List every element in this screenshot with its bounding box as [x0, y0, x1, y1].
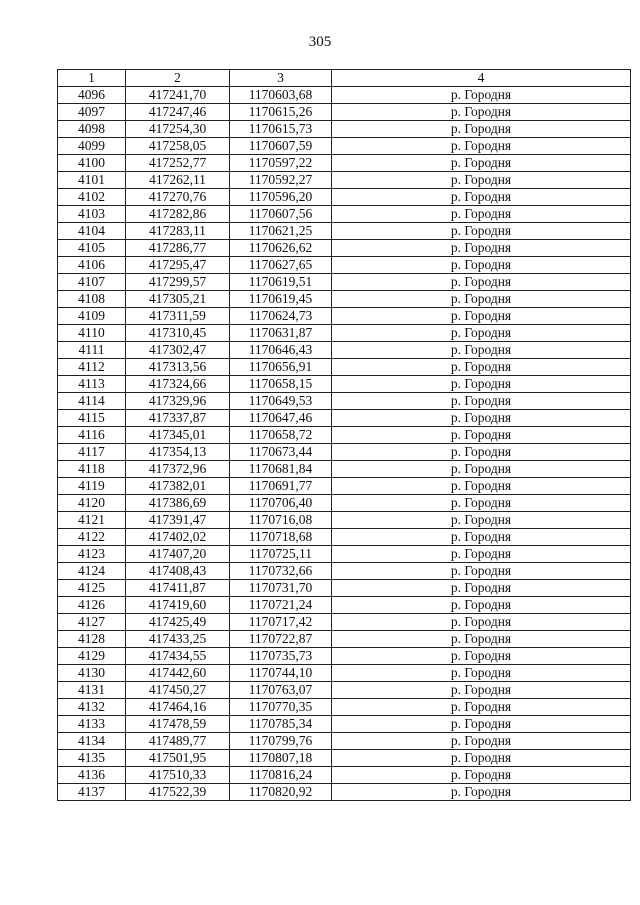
x-coordinate-cell: 417241,70 [126, 87, 230, 104]
description-cell: р. Городня [332, 546, 631, 563]
table-row [58, 699, 631, 716]
y-coordinate-cell: 1170770,35 [230, 699, 332, 716]
y-coordinate-cell: 1170592,27 [230, 172, 332, 189]
point-number-cell: 4103 [58, 206, 126, 223]
point-number-cell: 4137 [58, 784, 126, 801]
table-row [58, 189, 631, 206]
x-coordinate-cell: 417310,45 [126, 325, 230, 342]
table-row [58, 223, 631, 240]
x-coordinate-cell: 417258,05 [126, 138, 230, 155]
y-coordinate-cell: 1170722,87 [230, 631, 332, 648]
point-number-cell: 4113 [58, 376, 126, 393]
y-coordinate-cell: 1170820,92 [230, 784, 332, 801]
table-row [58, 240, 631, 257]
table-row [58, 716, 631, 733]
description-cell: р. Городня [332, 614, 631, 631]
point-number-cell: 4124 [58, 563, 126, 580]
y-coordinate-cell: 1170619,45 [230, 291, 332, 308]
x-coordinate-cell: 417295,47 [126, 257, 230, 274]
point-number-cell: 4127 [58, 614, 126, 631]
point-number-cell: 4120 [58, 495, 126, 512]
y-coordinate-cell: 1170647,46 [230, 410, 332, 427]
table-row [58, 325, 631, 342]
point-number-cell: 4104 [58, 223, 126, 240]
description-cell: р. Городня [332, 138, 631, 155]
x-coordinate-cell: 417247,46 [126, 104, 230, 121]
description-cell: р. Городня [332, 784, 631, 801]
point-number-cell: 4135 [58, 750, 126, 767]
description-cell: р. Городня [332, 580, 631, 597]
table-row [58, 461, 631, 478]
x-coordinate-cell: 417442,60 [126, 665, 230, 682]
point-number-cell: 4123 [58, 546, 126, 563]
y-coordinate-cell: 1170631,87 [230, 325, 332, 342]
y-coordinate-cell: 1170607,59 [230, 138, 332, 155]
point-number-cell: 4114 [58, 393, 126, 410]
coordinates-table [57, 69, 631, 801]
point-number-cell: 4119 [58, 478, 126, 495]
y-coordinate-cell: 1170718,68 [230, 529, 332, 546]
description-cell: р. Городня [332, 563, 631, 580]
description-cell: р. Городня [332, 189, 631, 206]
point-number-cell: 4117 [58, 444, 126, 461]
description-cell: р. Городня [332, 716, 631, 733]
x-coordinate-cell: 417510,33 [126, 767, 230, 784]
description-cell: р. Городня [332, 104, 631, 121]
x-coordinate-cell: 417408,43 [126, 563, 230, 580]
description-cell: р. Городня [332, 478, 631, 495]
table-row [58, 767, 631, 784]
table-row [58, 359, 631, 376]
y-coordinate-cell: 1170627,65 [230, 257, 332, 274]
description-cell: р. Городня [332, 257, 631, 274]
y-coordinate-cell: 1170619,51 [230, 274, 332, 291]
point-number-cell: 4134 [58, 733, 126, 750]
x-coordinate-cell: 417345,01 [126, 427, 230, 444]
description-cell: р. Городня [332, 682, 631, 699]
y-coordinate-cell: 1170649,53 [230, 393, 332, 410]
y-coordinate-cell: 1170725,11 [230, 546, 332, 563]
table-row [58, 529, 631, 546]
description-cell: р. Городня [332, 512, 631, 529]
point-number-cell: 4112 [58, 359, 126, 376]
x-coordinate-cell: 417464,16 [126, 699, 230, 716]
point-number-cell: 4096 [58, 87, 126, 104]
x-coordinate-cell: 417324,66 [126, 376, 230, 393]
y-coordinate-cell: 1170596,20 [230, 189, 332, 206]
column-header-2: 2 [126, 70, 230, 87]
point-number-cell: 4122 [58, 529, 126, 546]
point-number-cell: 4121 [58, 512, 126, 529]
description-cell: р. Городня [332, 631, 631, 648]
x-coordinate-cell: 417270,76 [126, 189, 230, 206]
table-row [58, 631, 631, 648]
x-coordinate-cell: 417282,86 [126, 206, 230, 223]
point-number-cell: 4128 [58, 631, 126, 648]
table-row [58, 478, 631, 495]
x-coordinate-cell: 417411,87 [126, 580, 230, 597]
table-header [58, 70, 631, 87]
table-row [58, 291, 631, 308]
point-number-cell: 4116 [58, 427, 126, 444]
description-cell: р. Городня [332, 121, 631, 138]
description-cell: р. Городня [332, 87, 631, 104]
x-coordinate-cell: 417386,69 [126, 495, 230, 512]
table-row [58, 308, 631, 325]
x-coordinate-cell: 417311,59 [126, 308, 230, 325]
point-number-cell: 4109 [58, 308, 126, 325]
x-coordinate-cell: 417434,55 [126, 648, 230, 665]
y-coordinate-cell: 1170626,62 [230, 240, 332, 257]
page-number: 305 [308, 34, 332, 50]
description-cell: р. Городня [332, 699, 631, 716]
y-coordinate-cell: 1170615,73 [230, 121, 332, 138]
x-coordinate-cell: 417313,56 [126, 359, 230, 376]
column-header-1: 1 [58, 70, 126, 87]
point-number-cell: 4130 [58, 665, 126, 682]
y-coordinate-cell: 1170807,18 [230, 750, 332, 767]
description-cell: р. Городня [332, 410, 631, 427]
description-cell: р. Городня [332, 206, 631, 223]
y-coordinate-cell: 1170691,77 [230, 478, 332, 495]
point-number-cell: 4100 [58, 155, 126, 172]
x-coordinate-cell: 417337,87 [126, 410, 230, 427]
table-row [58, 580, 631, 597]
point-number-cell: 4115 [58, 410, 126, 427]
table-row [58, 427, 631, 444]
description-cell: р. Городня [332, 308, 631, 325]
table-row [58, 614, 631, 631]
table-row [58, 597, 631, 614]
y-coordinate-cell: 1170799,76 [230, 733, 332, 750]
description-cell: р. Городня [332, 325, 631, 342]
table-row [58, 257, 631, 274]
y-coordinate-cell: 1170673,44 [230, 444, 332, 461]
point-number-cell: 4118 [58, 461, 126, 478]
y-coordinate-cell: 1170721,24 [230, 597, 332, 614]
x-coordinate-cell: 417407,20 [126, 546, 230, 563]
table-row [58, 750, 631, 767]
description-cell: р. Городня [332, 240, 631, 257]
y-coordinate-cell: 1170607,56 [230, 206, 332, 223]
description-cell: р. Городня [332, 223, 631, 240]
x-coordinate-cell: 417305,21 [126, 291, 230, 308]
point-number-cell: 4097 [58, 104, 126, 121]
table-row [58, 172, 631, 189]
point-number-cell: 4129 [58, 648, 126, 665]
y-coordinate-cell: 1170681,84 [230, 461, 332, 478]
description-cell: р. Городня [332, 342, 631, 359]
description-cell: р. Городня [332, 665, 631, 682]
y-coordinate-cell: 1170615,26 [230, 104, 332, 121]
point-number-cell: 4098 [58, 121, 126, 138]
table-row [58, 87, 631, 104]
description-cell: р. Городня [332, 648, 631, 665]
point-number-cell: 4110 [58, 325, 126, 342]
table-row [58, 410, 631, 427]
description-cell: р. Городня [332, 597, 631, 614]
x-coordinate-cell: 417419,60 [126, 597, 230, 614]
table-row [58, 376, 631, 393]
table-row [58, 274, 631, 291]
column-header-3: 3 [230, 70, 332, 87]
point-number-cell: 4125 [58, 580, 126, 597]
point-number-cell: 4111 [58, 342, 126, 359]
x-coordinate-cell: 417402,02 [126, 529, 230, 546]
y-coordinate-cell: 1170603,68 [230, 87, 332, 104]
point-number-cell: 4107 [58, 274, 126, 291]
y-coordinate-cell: 1170785,34 [230, 716, 332, 733]
column-header-4: 4 [332, 70, 631, 87]
description-cell: р. Городня [332, 767, 631, 784]
x-coordinate-cell: 417299,57 [126, 274, 230, 291]
y-coordinate-cell: 1170624,73 [230, 308, 332, 325]
table-row [58, 495, 631, 512]
table-row [58, 342, 631, 359]
point-number-cell: 4099 [58, 138, 126, 155]
x-coordinate-cell: 417372,96 [126, 461, 230, 478]
x-coordinate-cell: 417283,11 [126, 223, 230, 240]
y-coordinate-cell: 1170658,15 [230, 376, 332, 393]
x-coordinate-cell: 417425,49 [126, 614, 230, 631]
description-cell: р. Городня [332, 359, 631, 376]
x-coordinate-cell: 417252,77 [126, 155, 230, 172]
x-coordinate-cell: 417354,13 [126, 444, 230, 461]
x-coordinate-cell: 417254,30 [126, 121, 230, 138]
description-cell: р. Городня [332, 444, 631, 461]
description-cell: р. Городня [332, 461, 631, 478]
x-coordinate-cell: 417286,77 [126, 240, 230, 257]
x-coordinate-cell: 417450,27 [126, 682, 230, 699]
point-number-cell: 4101 [58, 172, 126, 189]
x-coordinate-cell: 417262,11 [126, 172, 230, 189]
y-coordinate-cell: 1170658,72 [230, 427, 332, 444]
table-row [58, 138, 631, 155]
y-coordinate-cell: 1170744,10 [230, 665, 332, 682]
y-coordinate-cell: 1170646,43 [230, 342, 332, 359]
point-number-cell: 4106 [58, 257, 126, 274]
table-row [58, 563, 631, 580]
y-coordinate-cell: 1170732,66 [230, 563, 332, 580]
point-number-cell: 4105 [58, 240, 126, 257]
description-cell: р. Городня [332, 427, 631, 444]
x-coordinate-cell: 417391,47 [126, 512, 230, 529]
point-number-cell: 4108 [58, 291, 126, 308]
point-number-cell: 4132 [58, 699, 126, 716]
description-cell: р. Городня [332, 529, 631, 546]
y-coordinate-cell: 1170597,22 [230, 155, 332, 172]
table-row [58, 444, 631, 461]
table-row [58, 682, 631, 699]
description-cell: р. Городня [332, 274, 631, 291]
table-row [58, 393, 631, 410]
description-cell: р. Городня [332, 733, 631, 750]
table-body [58, 87, 631, 801]
description-cell: р. Городня [332, 393, 631, 410]
x-coordinate-cell: 417382,01 [126, 478, 230, 495]
point-number-cell: 4133 [58, 716, 126, 733]
y-coordinate-cell: 1170716,08 [230, 512, 332, 529]
point-number-cell: 4136 [58, 767, 126, 784]
y-coordinate-cell: 1170763,07 [230, 682, 332, 699]
y-coordinate-cell: 1170706,40 [230, 495, 332, 512]
table-row [58, 512, 631, 529]
header-row [58, 70, 631, 87]
table-row [58, 155, 631, 172]
y-coordinate-cell: 1170735,73 [230, 648, 332, 665]
point-number-cell: 4131 [58, 682, 126, 699]
table-row [58, 121, 631, 138]
x-coordinate-cell: 417302,47 [126, 342, 230, 359]
table-row [58, 648, 631, 665]
description-cell: р. Городня [332, 291, 631, 308]
point-number-cell: 4126 [58, 597, 126, 614]
description-cell: р. Городня [332, 750, 631, 767]
y-coordinate-cell: 1170717,42 [230, 614, 332, 631]
x-coordinate-cell: 417478,59 [126, 716, 230, 733]
table-row [58, 546, 631, 563]
description-cell: р. Городня [332, 376, 631, 393]
table-row [58, 206, 631, 223]
description-cell: р. Городня [332, 495, 631, 512]
description-cell: р. Городня [332, 172, 631, 189]
table-row [58, 784, 631, 801]
x-coordinate-cell: 417489,77 [126, 733, 230, 750]
table-row [58, 665, 631, 682]
description-cell: р. Городня [332, 155, 631, 172]
x-coordinate-cell: 417329,96 [126, 393, 230, 410]
y-coordinate-cell: 1170731,70 [230, 580, 332, 597]
x-coordinate-cell: 417501,95 [126, 750, 230, 767]
table-row [58, 733, 631, 750]
table-row [58, 104, 631, 121]
point-number-cell: 4102 [58, 189, 126, 206]
x-coordinate-cell: 417433,25 [126, 631, 230, 648]
y-coordinate-cell: 1170656,91 [230, 359, 332, 376]
y-coordinate-cell: 1170621,25 [230, 223, 332, 240]
y-coordinate-cell: 1170816,24 [230, 767, 332, 784]
x-coordinate-cell: 417522,39 [126, 784, 230, 801]
